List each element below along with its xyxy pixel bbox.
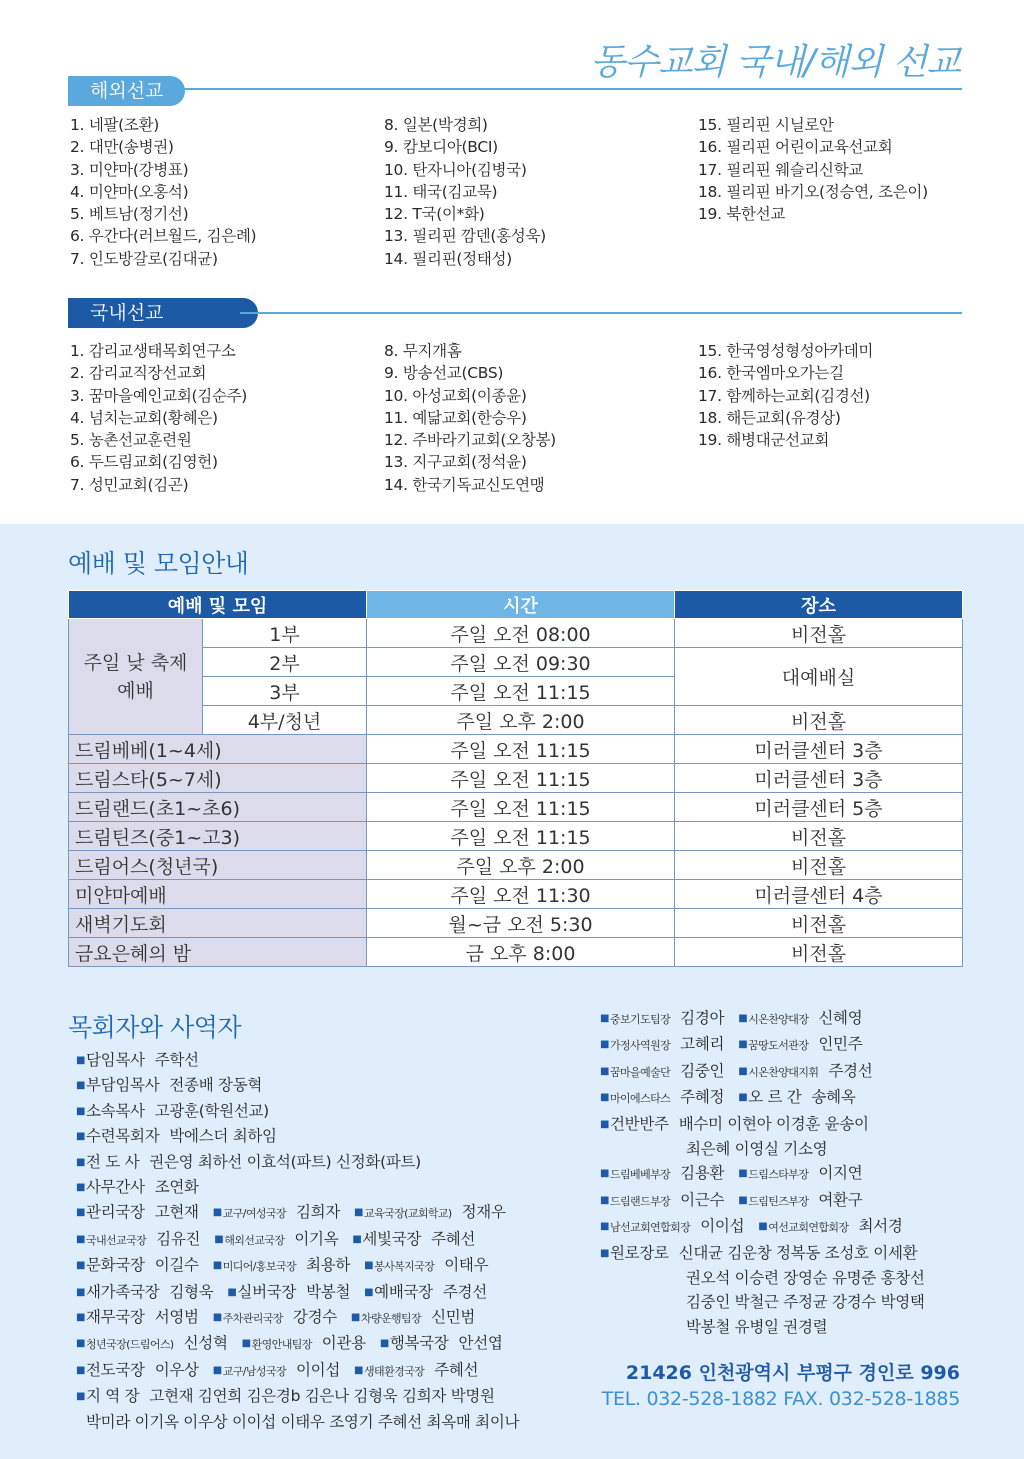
service-time: 주일 오전 11:15 [367,793,675,822]
staff-names: 주경선 [828,1061,873,1080]
overseas-col-2 [384,114,704,270]
list-item: 6. 우간다(러브월드, 김은례) [70,227,257,246]
staff-role: 문화국장 [86,1256,145,1275]
header-time: 시간 [367,591,675,619]
staff-role: 전도국장 [86,1360,145,1379]
list-item: 1. 네팔(조환) [70,116,160,134]
list-item: 8. 무지개홈 [384,342,462,360]
list-item: 11. 태국(김교묵) [384,182,498,201]
staff-role: 남선교회연합회장 [610,1221,691,1235]
square-bullet-icon: ■ [738,1039,748,1051]
square-bullet-icon: ■ [76,1338,86,1350]
square-bullet-icon: ■ [600,1065,610,1077]
square-bullet-icon: ■ [364,1260,374,1272]
overseas-tab: 해외선교 [68,76,185,106]
staff-role: 원로장로 [610,1243,669,1262]
staff-row [76,1305,519,1331]
overseas-col-3 [698,114,1018,225]
list-item: 15. 필리핀 시닐로안 [698,116,834,134]
staff-row [600,1059,925,1085]
list-item: 6. 두드림교회(김영헌) [70,453,218,472]
staff-names: 박봉철 [306,1282,351,1301]
header-place: 장소 [675,591,963,619]
service-place: 미러클센터 5층 [675,793,963,822]
services-table [68,590,963,967]
staff-names: 이지연 [818,1164,863,1183]
service-time: 월~금 오전 5:30 [367,909,675,938]
table-row [69,851,963,880]
staff-role: 마이에스타스 [610,1092,671,1106]
staff-row [76,1253,519,1279]
domestic-rule [240,312,962,314]
staff-role: 담임목사 [86,1051,145,1069]
staff-row [76,1280,519,1305]
square-bullet-icon: ■ [212,1260,222,1272]
list-item: 4. 미얀마(오홍석) [70,182,189,201]
list-item: 15. 한국영성형성아카데미 [698,342,874,360]
service-time: 주일 오전 08:00 [367,619,675,648]
staff-row [76,1175,519,1200]
square-bullet-icon: ■ [600,1013,610,1024]
table-row [69,735,963,764]
domestic-col-3 [698,340,1018,451]
staff-row [76,1124,519,1149]
list-item: 18. 해든교회(유경상) [698,408,841,427]
staff-row [600,1161,925,1187]
staff-row [76,1150,519,1175]
title-rule [68,88,962,90]
list-item: 1. 감리교생태목회연구소 [70,342,236,360]
sunday-service-name [69,619,203,735]
staff-names: 신민범 [431,1308,476,1327]
staff-names: 권은영 최하선 이효석(파트) 신정화(파트) [149,1152,421,1171]
staff-row [600,1112,925,1137]
staff-row [76,1048,519,1073]
staff-row [600,1188,925,1214]
table-row [69,880,963,909]
staff-role: 관리국장 [86,1203,145,1222]
table-row [69,619,963,648]
domestic-tab: 국내선교 [68,298,258,328]
service-place: 미러클센터 3층 [675,735,963,764]
square-bullet-icon: ■ [76,1131,86,1143]
staff-role: 건반반주 [610,1114,669,1133]
staff-role: 교구/남성국장 [222,1364,286,1378]
staff-row [76,1227,519,1253]
list-item: 16. 한국엠마오가는길 [698,364,844,383]
staff-role: 봉사복지국장 [374,1260,435,1274]
staff-names: 배수미 이현아 이경훈 윤송이 [678,1114,869,1133]
address: 21426 인천광역시 부평구 경인로 996 [625,1362,960,1384]
table-row [69,909,963,938]
square-bullet-icon: ■ [76,1233,86,1245]
square-bullet-icon: ■ [379,1338,389,1350]
staff-names: 이길수 [154,1256,199,1275]
service-time: 주일 오전 11:30 [367,880,675,909]
staff-role: 국내선교국장 [86,1233,147,1247]
service-place: 비전홀 [675,851,963,880]
list-item: 17. 함께하는교회(김경선) [698,386,870,405]
square-bullet-icon: ■ [738,1168,748,1180]
service-name: 금요은혜의 밤 [69,938,367,967]
staff-names: 고현재 김연희 김은경b 김은나 김형욱 김희자 박명원 [149,1387,495,1406]
staff-role: 수련목회자 [86,1127,160,1146]
list-item: 17. 필리핀 웨슬리신학교 [698,160,864,179]
staff-row [600,1266,925,1290]
staff-role: 시온찬양대지휘 [748,1065,819,1079]
staff-row [600,1214,925,1240]
service-time: 주일 오전 11:15 [367,822,675,851]
page-title: 동수교회 국내/해외 선교 [590,42,960,83]
staff-names: 김용환 [680,1164,725,1183]
staff-role: 꿈땅도서관장 [748,1039,809,1053]
staff-names: 신대균 김운창 정복동 조성호 이세환 [678,1243,918,1262]
staff-names: 고현재 [154,1203,199,1222]
square-bullet-icon: ■ [76,1080,86,1092]
staff-names: 주경선 [442,1282,487,1301]
sunday-name-line1: 주일 낮 축제 [83,651,188,674]
service-part: 1부 [203,619,367,648]
list-item: 14. 한국기독교신도연맹 [384,475,545,494]
square-bullet-icon: ■ [241,1338,251,1350]
staff-names: 서영범 [154,1308,199,1327]
staff-role: 차량운행팀장 [360,1312,422,1326]
staff-names: 김중인 박철근 주정균 강경수 박영택 [686,1293,925,1312]
staff-names: 고혜리 [680,1035,725,1054]
square-bullet-icon: ■ [354,1207,364,1219]
staff-names: 고광훈(학원선교) [154,1101,269,1120]
staff-row [76,1384,519,1409]
staff-role: 가정사역원장 [610,1039,671,1053]
list-item: 18. 필리핀 바기오(정승연, 조은이) [698,182,928,201]
list-item: 9. 캄보디아(BCI) [384,138,498,157]
staff-names: 안선엽 [458,1334,503,1353]
list-item: 5. 베트남(정기선) [70,205,189,224]
staff-role: 드림랜드부장 [610,1194,671,1208]
staff-row [76,1200,519,1226]
staff-role: 생태환경국장 [364,1364,425,1378]
staff-names: 김형욱 [169,1282,214,1301]
staff-role: 재무국장 [86,1308,145,1327]
staff-row [600,1085,925,1111]
square-bullet-icon: ■ [76,1207,86,1219]
staff-names: 이근수 [680,1190,725,1209]
staff-role: 새가족국장 [86,1282,160,1301]
list-item: 16. 필리핀 어린이교육선교회 [698,138,893,157]
service-place: 미러클센터 3층 [675,764,963,793]
staff-left [76,1048,519,1434]
list-item: 2. 감리교직장선교회 [70,364,207,383]
staff-role: 드림틴즈부장 [748,1194,809,1208]
staff-names: 신성혁 [183,1334,228,1353]
staff-names: 주혜선 [431,1229,476,1248]
staff-role: 미디어/홍보국장 [222,1260,297,1274]
staff-row [76,1358,519,1384]
staff-names: 박미라 이기옥 이우상 이이섭 이태우 조영기 주혜선 최옥매 최이나 [86,1412,520,1431]
domestic-col-1 [70,340,390,496]
staff-row [600,1032,925,1058]
service-part: 4부/청년 [203,706,367,735]
staff-names: 김희자 [296,1203,341,1222]
list-item: 7. 인도방갈로(김대균) [70,249,218,268]
list-item: 14. 필리핀(정태성) [384,249,512,268]
square-bullet-icon: ■ [76,1260,86,1272]
square-bullet-icon: ■ [738,1013,748,1024]
staff-names: 조연화 [154,1178,199,1197]
staff-role: 해외선교국장 [224,1233,285,1247]
staff-role: 사무간사 [86,1178,145,1197]
staff-heading: 목회자와 사역자 [68,1013,241,1042]
staff-names: 김중인 [680,1061,725,1080]
service-name: 새벽기도회 [69,909,367,938]
staff-names: 주학선 [154,1051,199,1069]
staff-names: 이이섭 [296,1360,341,1379]
service-part: 3부 [203,677,367,706]
service-name: 드림베베(1~4세) [69,735,367,764]
staff-row [600,1137,925,1161]
staff-names: 주혜정 [680,1088,725,1107]
staff-names: 신혜영 [818,1009,863,1027]
service-time: 주일 오전 11:15 [367,677,675,706]
square-bullet-icon: ■ [76,1312,86,1324]
service-time: 주일 오전 11:15 [367,735,675,764]
overseas-col-1 [70,114,390,270]
staff-names: 김유진 [156,1229,201,1248]
square-bullet-icon: ■ [600,1092,610,1104]
square-bullet-icon: ■ [352,1233,362,1245]
staff-names: 박에스더 최하임 [169,1127,277,1146]
service-time: 주일 오전 09:30 [367,648,675,677]
square-bullet-icon: ■ [76,1105,86,1117]
staff-names: 이우상 [154,1360,199,1379]
staff-role: 꿈마을예술단 [610,1065,671,1079]
staff-names: 송혜옥 [811,1088,856,1107]
staff-names: 최용하 [306,1256,351,1275]
staff-role: 중보기도팀장 [610,1013,671,1026]
service-place: 비전홀 [675,909,963,938]
staff-names: 권오석 이승련 장영순 유명준 홍창선 [686,1269,925,1288]
table-row [69,793,963,822]
list-item: 10. 아성교회(이종윤) [384,386,527,405]
square-bullet-icon: ■ [600,1247,610,1259]
tel-fax: TEL. 032-528-1882 FAX. 032-528-1885 [601,1388,960,1410]
staff-row [76,1331,519,1357]
service-place: 미러클센터 4층 [675,880,963,909]
square-bullet-icon: ■ [738,1194,748,1206]
service-place: 비전홀 [675,938,963,967]
staff-role: 청년국장(드림어스) [86,1338,174,1352]
service-time: 주일 오후 2:00 [367,851,675,880]
staff-row [600,1290,925,1314]
service-time: 주일 오전 11:15 [367,764,675,793]
staff-row [600,1241,925,1266]
list-item: 11. 예닮교회(한승우) [384,408,527,427]
square-bullet-icon: ■ [76,1182,86,1194]
staff-role: 부담임목사 [86,1076,160,1095]
list-item: 9. 방송선교(CBS) [384,364,504,383]
square-bullet-icon: ■ [212,1364,222,1376]
service-time: 주일 오후 2:00 [367,706,675,735]
square-bullet-icon: ■ [76,1286,86,1298]
square-bullet-icon: ■ [76,1391,86,1403]
service-name: 드림랜드(초1~초6) [69,793,367,822]
header-service: 예배 및 모임 [69,591,367,619]
staff-names: 여환구 [818,1190,863,1209]
list-item: 2. 대만(송병권) [70,138,174,157]
square-bullet-icon: ■ [76,1055,86,1066]
domestic-col-2 [384,340,704,496]
table-row [69,706,963,735]
sunday-name-line2: 예배 [117,679,154,702]
staff-role: 드림스타부장 [748,1168,809,1182]
staff-names: 이이섭 [700,1217,745,1236]
service-place: 비전홀 [675,706,963,735]
list-item: 10. 탄자니아(김병국) [384,160,527,179]
service-time: 금 오후 8:00 [367,938,675,967]
list-item: 3. 미얀마(강병표) [70,160,189,179]
staff-role: 환영안내팀장 [251,1338,312,1352]
staff-role: 전 도 사 [86,1152,140,1171]
list-item: 13. 지구교회(정석윤) [384,453,527,472]
staff-role: 주차관리국장 [222,1312,283,1326]
list-item: 13. 필리핀 깜덴(홍성욱) [384,227,546,246]
staff-role: 행복국장 [389,1334,449,1353]
square-bullet-icon: ■ [76,1156,86,1168]
staff-names: 최서경 [858,1217,903,1236]
staff-row [76,1410,519,1434]
staff-role: 예배국장 [374,1282,433,1301]
table-row [69,648,963,677]
list-item: 7. 성민교회(김곤) [70,475,189,494]
list-item: 3. 꿈마을예인교회(김순주) [70,386,248,405]
square-bullet-icon: ■ [600,1194,610,1206]
staff-names: 이태우 [444,1256,489,1275]
list-item: 12. T국(이*화) [384,205,485,224]
square-bullet-icon: ■ [738,1065,748,1077]
list-item: 12. 주바라기교회(오창봉) [384,431,556,450]
staff-names: 인민주 [818,1035,863,1054]
service-name: 드림틴즈(중1~고3) [69,822,367,851]
square-bullet-icon: ■ [212,1207,222,1219]
list-item: 19. 북한선교 [698,205,786,224]
staff-role: 오 르 간 [748,1088,802,1107]
staff-row [76,1099,519,1124]
staff-role: 세빛국장 [362,1229,422,1248]
square-bullet-icon: ■ [350,1312,361,1324]
staff-names: 박봉철 유병일 권경렬 [686,1317,828,1336]
staff-names: 최은혜 이영실 기소영 [686,1140,828,1159]
staff-role: 드림베베부장 [610,1168,671,1182]
staff-row [600,1315,925,1339]
staff-right [600,1006,925,1339]
square-bullet-icon: ■ [600,1168,610,1180]
service-name: 드림스타(5~7세) [69,764,367,793]
staff-role: 지 역 장 [86,1387,140,1406]
table-row [69,938,963,967]
list-item: 8. 일본(박경희) [384,116,488,134]
staff-role: 시온찬양대장 [748,1013,809,1026]
square-bullet-icon: ■ [354,1364,364,1376]
square-bullet-icon: ■ [600,1039,610,1051]
square-bullet-icon: ■ [738,1092,748,1104]
staff-role: 소속목사 [86,1101,145,1120]
staff-row [600,1006,925,1032]
staff-names: 전종배 장동혁 [169,1076,263,1095]
square-bullet-icon: ■ [76,1364,86,1376]
staff-names: 김경아 [680,1009,725,1027]
square-bullet-icon: ■ [600,1221,610,1233]
table-row [69,822,963,851]
staff-row [76,1073,519,1098]
square-bullet-icon: ■ [758,1221,768,1233]
staff-role: 교육국장(교회학교) [364,1207,452,1221]
square-bullet-icon: ■ [214,1233,224,1245]
service-name: 미얀마예배 [69,880,367,909]
square-bullet-icon: ■ [212,1312,222,1324]
service-name: 드림어스(청년국) [69,851,367,880]
square-bullet-icon: ■ [227,1286,237,1298]
table-row [69,764,963,793]
staff-names: 주혜선 [434,1360,479,1379]
staff-role: 교구/여성국장 [222,1207,286,1221]
staff-names: 강경수 [292,1308,337,1327]
square-bullet-icon: ■ [364,1286,374,1298]
list-item: 5. 농촌선교훈련원 [70,431,192,450]
staff-names: 이관용 [321,1334,366,1353]
staff-role: 실버국장 [237,1282,297,1301]
service-place: 비전홀 [675,619,963,648]
staff-role: 여선교회연합회장 [768,1221,849,1235]
services-heading: 예배 및 모임안내 [68,549,249,578]
staff-names: 이기옥 [294,1229,339,1248]
list-item: 4. 넘치는교회(황혜은) [70,408,218,427]
service-place: 비전홀 [675,822,963,851]
square-bullet-icon: ■ [600,1118,610,1130]
service-part: 2부 [203,648,367,677]
list-item: 19. 해병대군선교회 [698,431,830,450]
staff-names: 정재우 [461,1203,506,1222]
service-place: 대예배실 [675,648,963,706]
